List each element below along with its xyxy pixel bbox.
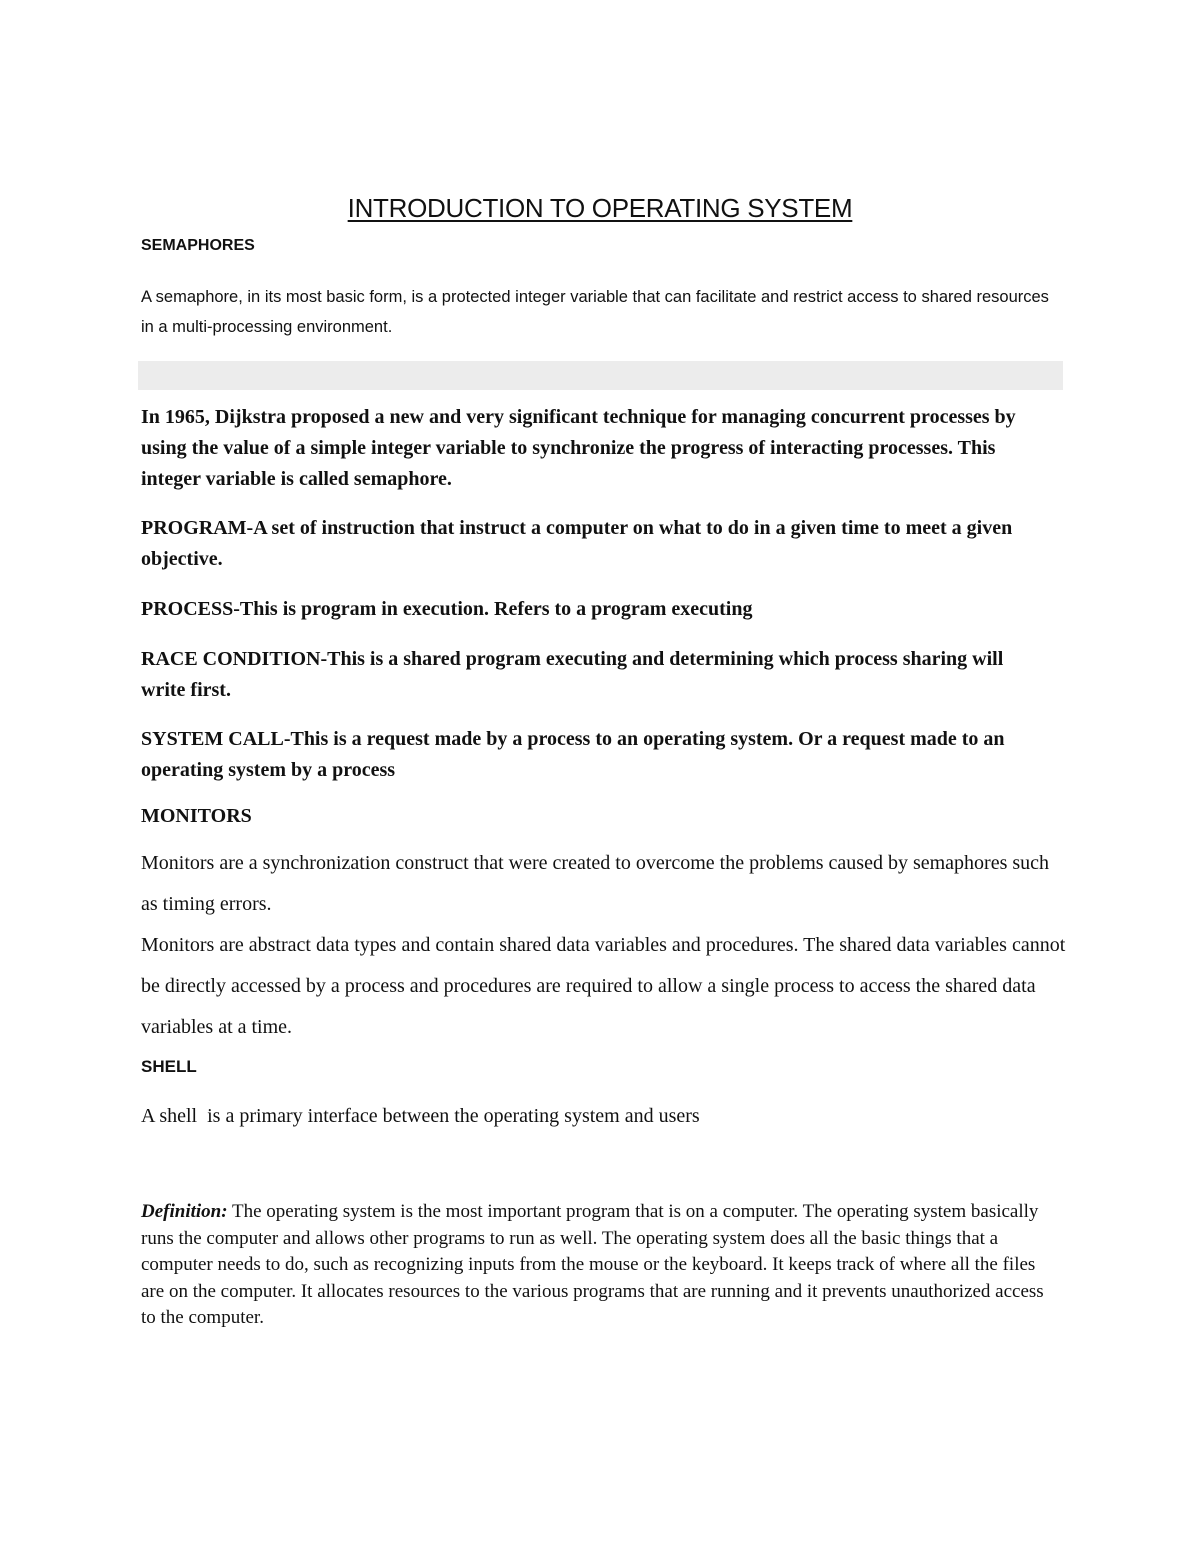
monitors-paragraph-1: Monitors are a synchronization construct that were created to overcome the problems caused by semaphores such as timing errors. bbox=[141, 852, 1050, 915]
dijkstra-paragraph: In 1965, Dijkstra proposed a new and very significant technique for managing concurrent processes by using the value of a simple integer variable to synchronize the progress of interacting processes. This integer variable is called semaphore. bbox=[141, 406, 1016, 490]
shell-paragraph: A shell is a primary interface between the operating system and users bbox=[141, 1105, 700, 1127]
page-title: INTRODUCTION TO OPERATING SYSTEM bbox=[347, 193, 853, 223]
shaded-divider bbox=[138, 361, 1063, 390]
definition-label: Definition: bbox=[141, 1201, 228, 1222]
program-definition: PROGRAM-A set of instruction that instruct a computer on what to do in a given time to meet a given objective. bbox=[141, 517, 1013, 570]
semaphores-paragraph: A semaphore, in its most basic form, is a protected integer variable that can facilitate and restrict access to shared resources in a multi-processing environment. bbox=[141, 288, 1049, 336]
definition-text: The operating system is the most important program that is on a computer. The operating system basically runs the computer and allows other programs to run as well. The operating system does all the basic things that a computer needs to do, such as recognizing inputs from the mouse or the keyboard. It keeps track of where all the files are on the computer. It allocates resources to the various programs that are running and it prevents unauthorized access to the computer. bbox=[141, 1201, 1044, 1328]
system-call-definition: SYSTEM CALL-This is a request made by a process to an operating system. Or a request made to an operating system by a process bbox=[141, 728, 1005, 781]
monitors-heading: MONITORS bbox=[141, 805, 252, 827]
semaphores-heading: SEMAPHORES bbox=[141, 237, 255, 254]
shell-heading: SHELL bbox=[141, 1057, 197, 1076]
race-condition-definition: RACE CONDITION-This is a shared program executing and determining which process sharing will write first. bbox=[141, 648, 1004, 701]
monitors-paragraph-2: Monitors are abstract data types and contain shared data variables and procedures. The shared data variables cannot be directly accessed by a process and procedures are required to allow a single process to access the shared data variables at a time. bbox=[141, 934, 1066, 1038]
os-definition-paragraph bbox=[141, 1199, 1061, 1332]
process-definition: PROCESS-This is program in execution. Refers to a program executing bbox=[141, 598, 753, 620]
